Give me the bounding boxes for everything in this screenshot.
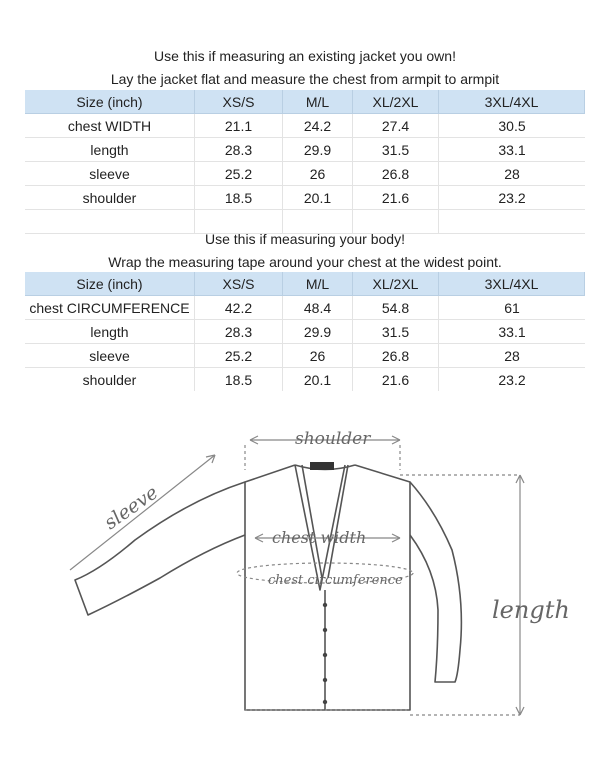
table-cell: 23.2 <box>498 189 526 206</box>
table-cell: 28.3 <box>195 138 283 161</box>
sleeve-label: sleeve <box>100 481 163 535</box>
empty-cell <box>439 210 585 233</box>
table-row <box>25 368 585 391</box>
chest-width-label: chest width <box>272 528 367 547</box>
table-row <box>25 320 585 344</box>
empty-cell <box>195 210 283 233</box>
instruction-lay-flat: Lay the jacket flat and measure the chest from armpit to armpit <box>110 71 500 87</box>
row-label: length <box>25 138 195 161</box>
collar-tag <box>310 462 334 470</box>
table-cell: 26 <box>283 162 353 185</box>
header-cell: 3XL/4XL <box>439 272 585 295</box>
table-header-row <box>25 90 585 114</box>
table-cell: 24.2 <box>283 114 353 137</box>
table-row <box>25 186 585 210</box>
table-cell: 33.1 <box>498 141 526 158</box>
row-label: sleeve <box>25 162 195 185</box>
instruction-measure-body: Use this if measuring your body! <box>205 231 405 247</box>
row-label: sleeve <box>25 344 195 367</box>
row-label: chest CIRCUMFERENCE <box>25 296 195 319</box>
table-cell: 21.1 <box>195 114 283 137</box>
header-cell: M/L <box>283 272 353 295</box>
header-cell: M/L <box>283 90 353 113</box>
table-cell: 28 <box>504 347 520 364</box>
shoulder-label: shoulder <box>295 429 371 449</box>
table-cell: 48.4 <box>283 296 353 319</box>
table-cell: 25.2 <box>195 344 283 367</box>
table-row <box>25 296 585 320</box>
header-cell: XS/S <box>195 272 283 295</box>
body-size-table <box>25 272 585 391</box>
table-cell: 42.2 <box>195 296 283 319</box>
empty-cell <box>353 210 439 233</box>
table-row <box>25 114 585 138</box>
table-cell: 26 <box>283 344 353 367</box>
row-label: chest WIDTH <box>25 114 195 137</box>
table-cell: 20.1 <box>283 368 353 391</box>
table-cell: 31.5 <box>353 320 439 343</box>
table-row <box>25 162 585 186</box>
empty-cell <box>25 210 195 233</box>
table-cell: 18.5 <box>195 368 283 391</box>
row-label: shoulder <box>25 368 195 391</box>
table-cell: 26.8 <box>353 344 439 367</box>
table-row <box>25 138 585 162</box>
row-label: shoulder <box>25 186 195 209</box>
header-cell: 3XL/4XL <box>439 90 585 113</box>
table-cell: 20.1 <box>283 186 353 209</box>
table-cell: 28 <box>504 165 520 182</box>
header-cell: XL/2XL <box>353 90 439 113</box>
instruction-wrap-tape: Wrap the measuring tape around your chest at the widest point. <box>108 254 502 270</box>
header-cell: XS/S <box>195 90 283 113</box>
table-cell: 31.5 <box>353 138 439 161</box>
header-cell: Size (inch) <box>25 272 195 295</box>
table-cell: 26.8 <box>353 162 439 185</box>
table-cell: 28.3 <box>195 320 283 343</box>
table-cell: 29.9 <box>283 138 353 161</box>
chest-circumference-label: chest circumference <box>268 573 403 588</box>
table-row <box>25 344 585 368</box>
jacket-measurement-diagram <box>40 410 580 760</box>
table-cell: 23.2 <box>498 371 526 388</box>
table-cell: 54.8 <box>353 296 439 319</box>
table-cell: 25.2 <box>195 162 283 185</box>
table-cell: 29.9 <box>283 320 353 343</box>
empty-cell <box>283 210 353 233</box>
header-cell: Size (inch) <box>25 90 195 113</box>
table-cell: 18.5 <box>195 186 283 209</box>
header-cell: XL/2XL <box>353 272 439 295</box>
instruction-existing-jacket: Use this if measuring an existing jacket you own! <box>154 48 456 64</box>
table-cell: 21.6 <box>353 186 439 209</box>
table-cell: 30.5 <box>498 117 526 134</box>
row-label: length <box>25 320 195 343</box>
table-header-row <box>25 272 585 296</box>
table-cell: 21.6 <box>353 368 439 391</box>
table-cell: 27.4 <box>353 114 439 137</box>
table-cell: 33.1 <box>498 323 526 340</box>
length-label: length <box>492 596 570 624</box>
table-cell: 61 <box>504 299 520 316</box>
jacket-size-table <box>25 90 585 234</box>
